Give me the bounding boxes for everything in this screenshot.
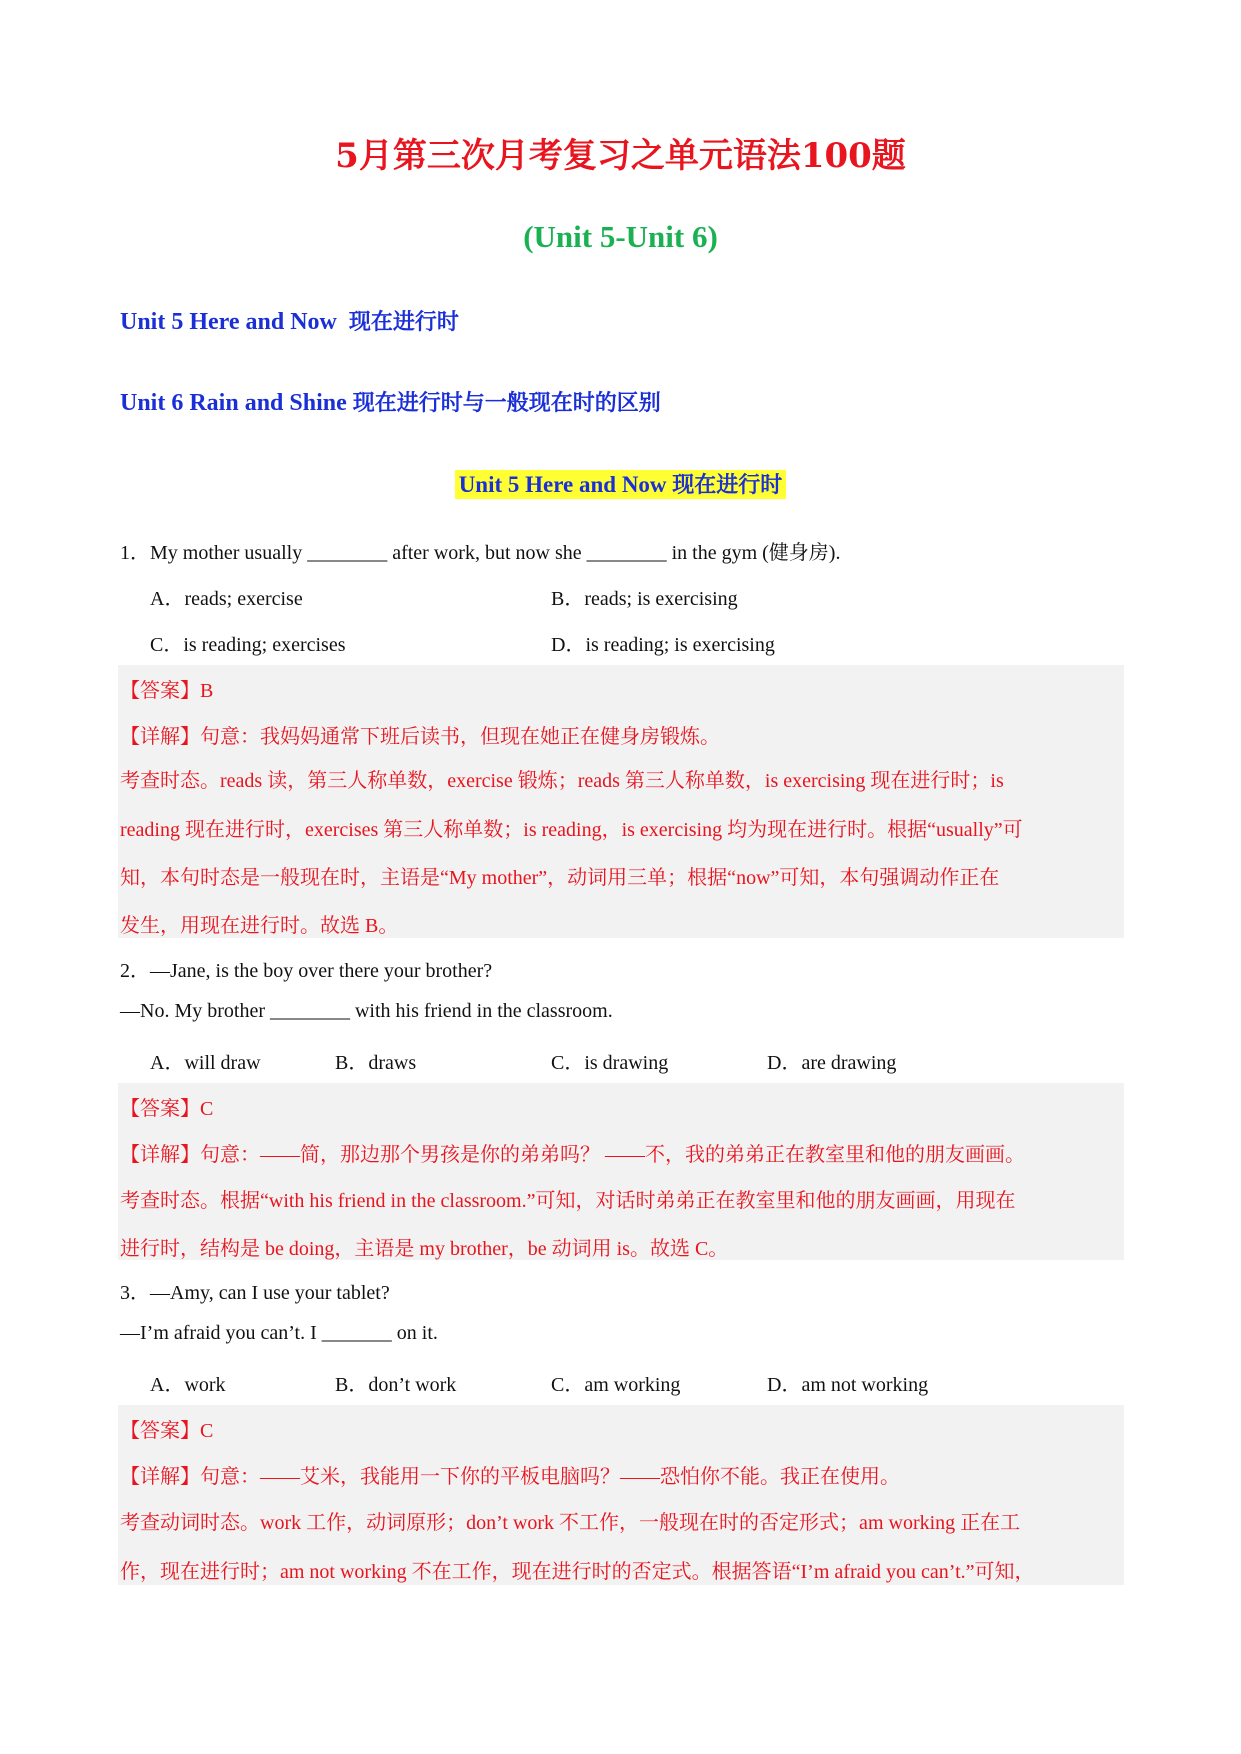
question-1-explain-line: 知，本句时态是一般现在时，主语是“My mother”，动词用三单；根据“now”可知，本句强调动作正在 [120,867,1000,889]
question-3-answer: 【答案】C [120,1420,214,1442]
page-title: 5月第三次月考复习之单元语法100题 [335,136,906,176]
page-subtitle: (Unit 5-Unit 6) [523,219,718,254]
question-1-option-d: D．is reading; is exercising [551,634,775,656]
question-1-explain-line: 【详解】句意：我妈妈通常下班后读书，但现在她正在健身房锻炼。 [120,726,720,748]
toc-item-unit6 [120,386,661,417]
question-1-explain-line: reading 现在进行时，exercises 第三人称单数；is reading，is exercising 均为现在进行时。根据“usually”可 [120,819,1023,841]
toc-item-label-cn: 现在进行时 [348,310,459,335]
question-2-explain-line: 考查时态。根据“with his friend in the classroom.”可知，对话时弟弟正在教室里和他的朋友画画，用现在 [120,1190,1016,1212]
question-2-explain-line: 【详解】句意：——简，那边那个男孩是你的弟弟吗？ ——不，我的弟弟正在教室里和他的朋友画画。 [120,1144,1025,1166]
question-3-explain-line: 考查动词时态。work 工作，动词原形；don’t work 不工作，一般现在时的否定形式；am working 正在工 [120,1512,1021,1534]
toc-item-label-en: Unit 5 Here and Now [120,309,337,335]
question-1-option-c: C．is reading; exercises [150,634,346,656]
section-heading-cn: 现在进行时 [672,473,783,498]
section-heading-en: Unit 5 Here and Now [458,472,667,497]
question-2-stem: 2．—Jane, is the boy over there your brother? [120,960,493,982]
question-1-explain-line: 发生，用现在进行时。故选 B。 [120,915,399,937]
question-2-option-d: D．are drawing [767,1052,897,1074]
question-2-option-c: C．is drawing [551,1052,669,1074]
question-2-stem-reply: —No. My brother ________ with his friend in the classroom. [120,1000,613,1022]
question-3-option-a: A．work [150,1374,226,1396]
answer-box-1 [118,665,1124,938]
question-3-explain-line: 作，现在进行时；am not working 不在工作，现在进行时的否定式。根据答语“I’m afraid you can’t.”可知， [120,1561,1035,1583]
question-2-answer: 【答案】C [120,1098,214,1120]
question-3-option-b: B．don’t work [335,1374,457,1396]
question-2-explain-line: 进行时，结构是 be doing，主语是 my brother，be 动词用 is。故选 C。 [120,1238,729,1260]
toc-item-unit5 [120,305,459,336]
question-3-option-c: C．am working [551,1374,681,1396]
question-3-explain-line: 【详解】句意：——艾米，我能用一下你的平板电脑吗？——恐怕你不能。我正在使用。 [120,1466,900,1488]
question-1-explain-line: 考查时态。reads 读，第三人称单数，exercise 锻炼；reads 第三人称单数，is exercising 现在进行时；is [120,770,1004,792]
question-1-option-a: A．reads; exercise [150,588,303,610]
question-3-option-d: D．am not working [767,1374,929,1396]
toc-item-label-cn: 现在进行时与一般现在时的区别 [352,391,661,416]
toc-item-label-en: Unit 6 Rain and Shine [120,390,347,416]
section-heading [0,468,1241,499]
question-3-stem-reply: —I’m afraid you can’t. I _______ on it. [120,1322,438,1344]
question-1-stem: 1．My mother usually ________ after work, but now she ________ in the gym (健身房). [120,542,841,564]
question-1-option-b: B．reads; is exercising [551,588,738,610]
question-3-stem: 3．—Amy, can I use your tablet? [120,1282,390,1304]
question-2-option-a: A．will draw [150,1052,261,1074]
question-1-answer: 【答案】B [120,680,214,702]
question-2-option-b: B．draws [335,1052,417,1074]
